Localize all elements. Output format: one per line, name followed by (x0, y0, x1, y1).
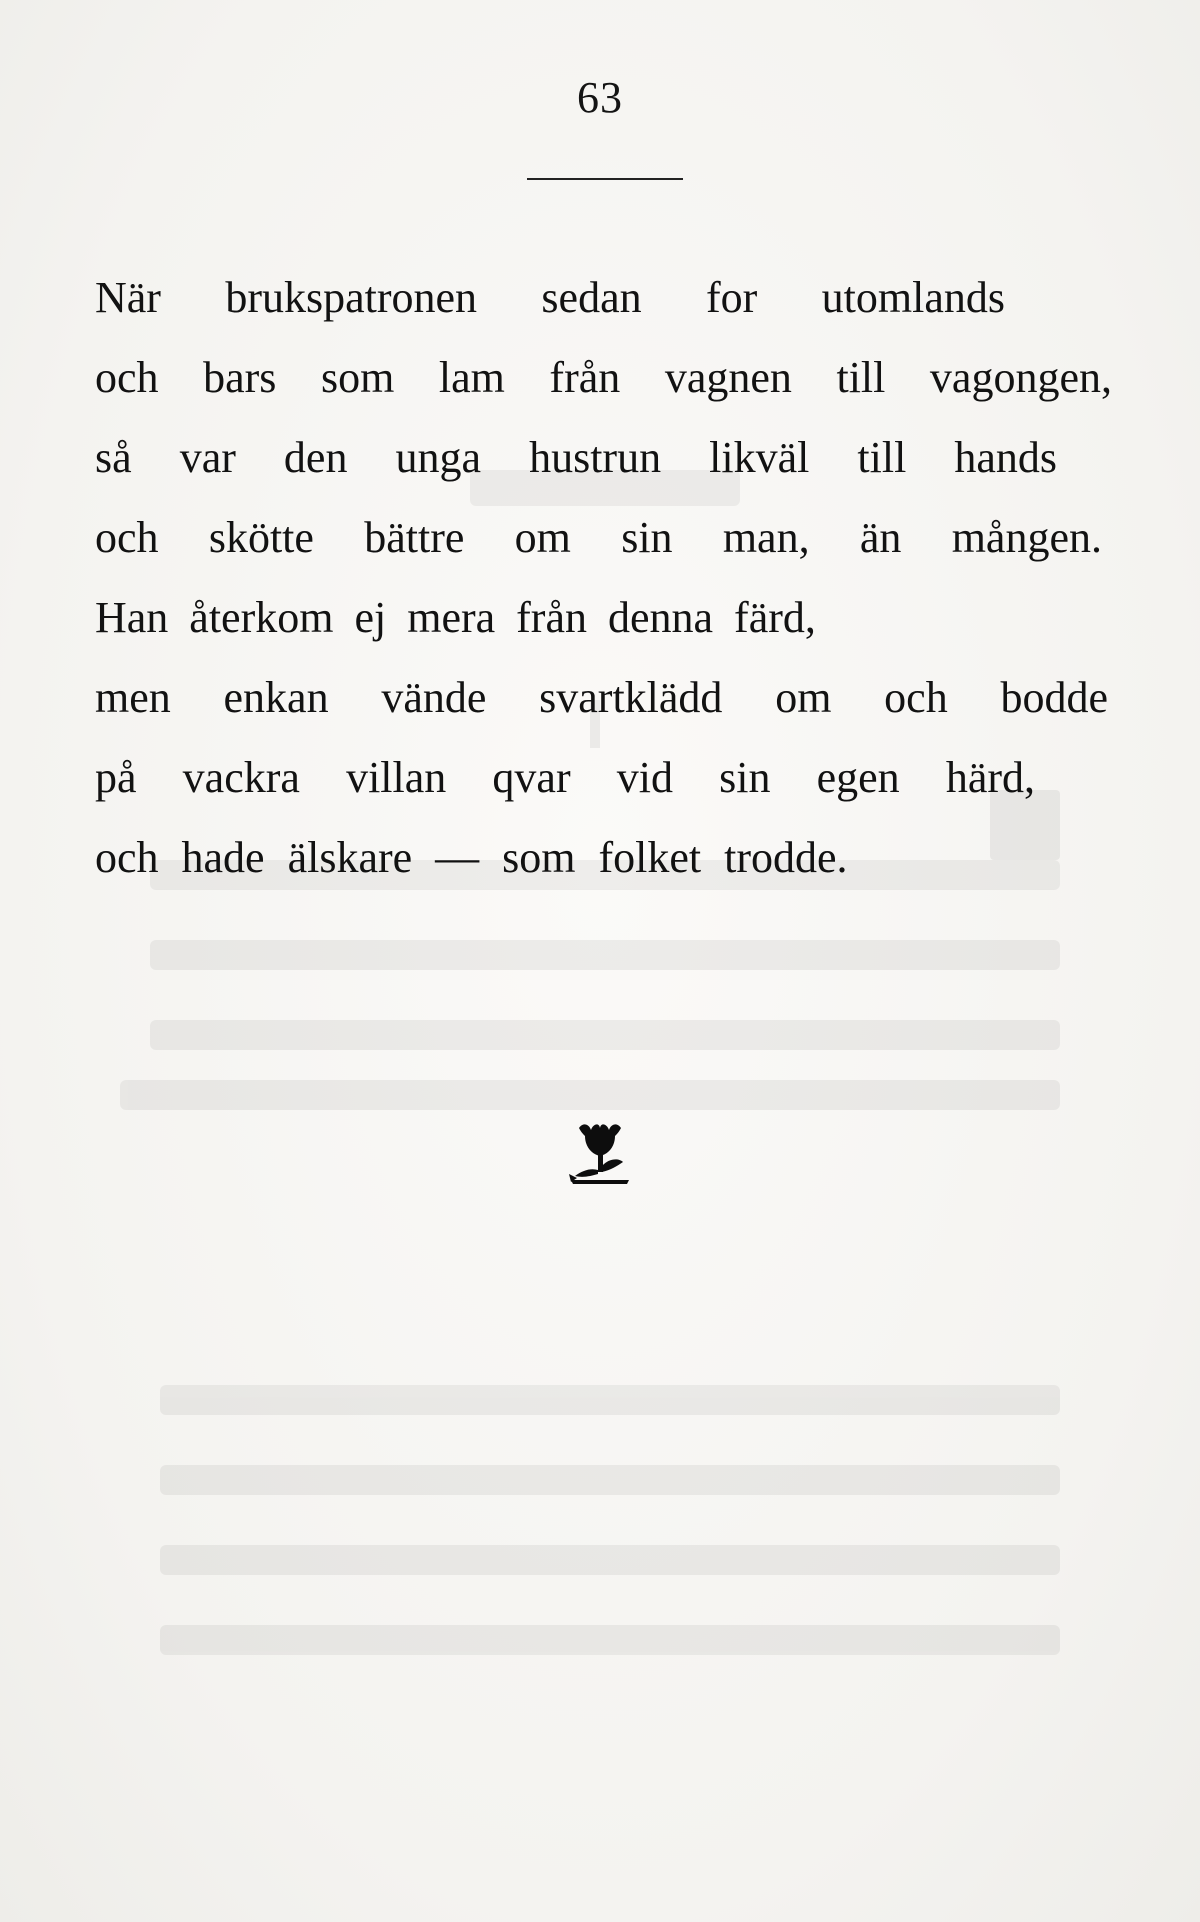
page-number: 63 (577, 73, 623, 122)
poem-line: När brukspatronen sedan for utomlands (95, 273, 1005, 322)
poem-line: och skötte bättre om sin man, än mången. (95, 513, 1102, 562)
poem-line: och hade älskare — som folket trodde. (95, 833, 848, 882)
poem-line: på vackra villan qvar vid sin egen härd, (95, 753, 1035, 802)
poem-stanza (95, 258, 1115, 898)
poem-line: så var den unga hustrun likväl till hands (95, 433, 1057, 482)
tulip-ornament-icon (565, 1118, 635, 1188)
poem-line: Han återkom ej mera från denna färd, (95, 593, 816, 642)
poem-line: men enkan vände svartklädd om och bodde (95, 673, 1108, 722)
poem-line: och bars som lam från vagnen till vagongen, (95, 353, 1112, 402)
header-rule (527, 178, 683, 180)
